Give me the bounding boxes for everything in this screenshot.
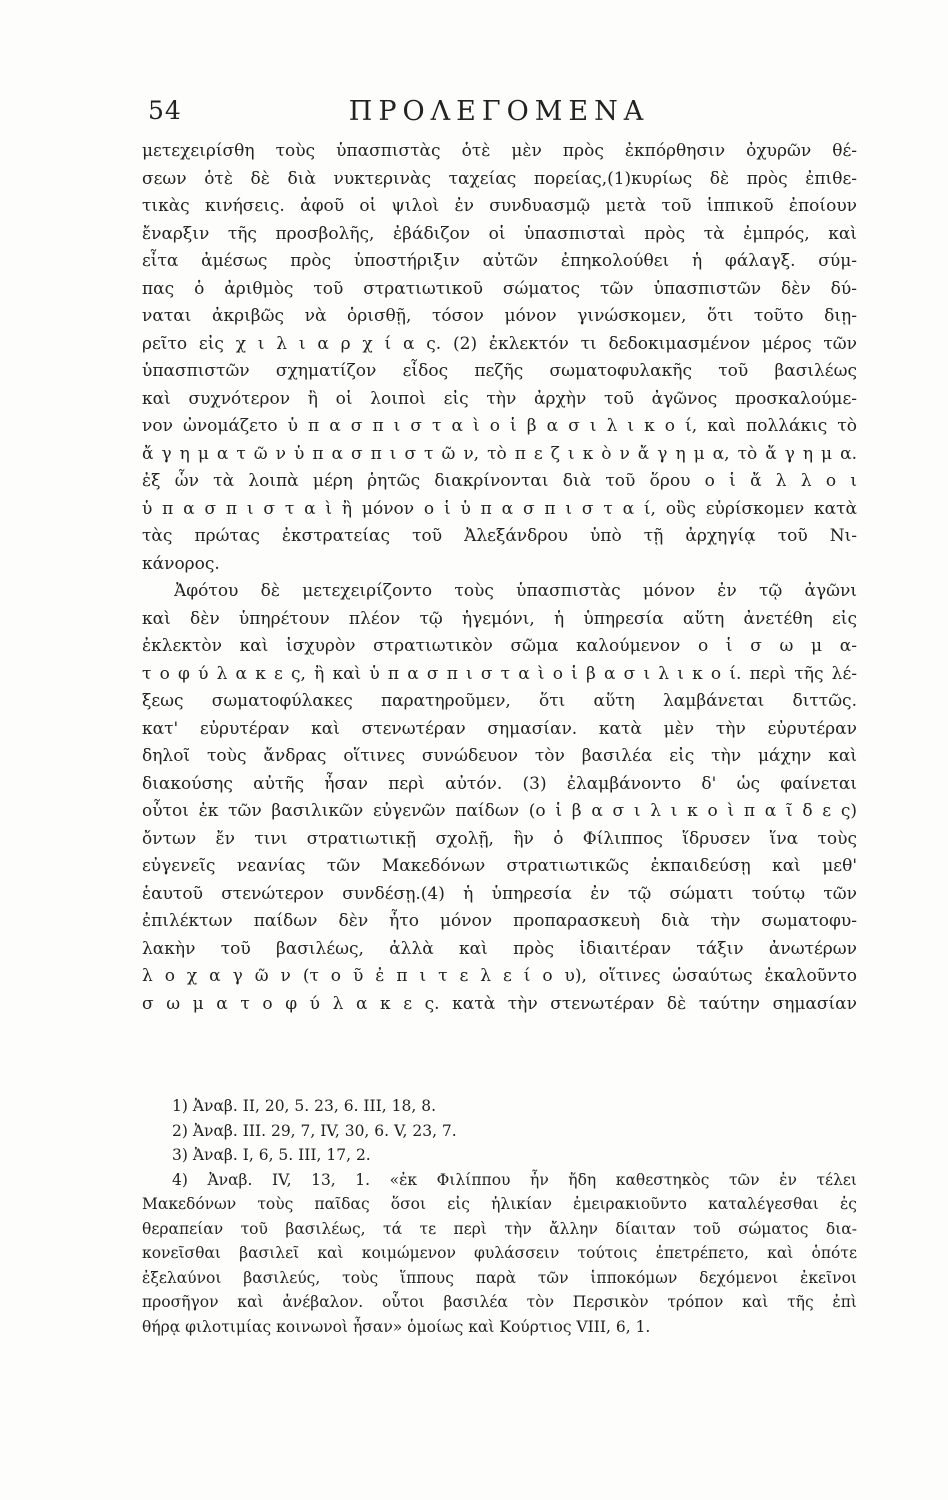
body-line: ἄ γ η μ α τ ῶ ν ὑ π α σ π ι σ τ ῶ ν, τὸ π ε ζ ι κ ὸ ν ἄ γ η μ α, τὸ ἄ γ η μ α. (142, 443, 857, 464)
body-line: κατ' εὐρυτέραν καὶ στενωτέραν σημασίαν. κατὰ μὲν τὴν εὐρυτέραν (142, 718, 857, 739)
footnote-2: 2) Ἀναβ. III. 29, 7, IV, 30, 6. V, 23, 7. (172, 1121, 457, 1140)
body-line: ξεως σωματοφύλακες παρατηροῦμεν, ὅτι αὕτη λαμβάνεται διττῶς. (142, 691, 857, 711)
footnote-4-line: Μακεδόνων τοὺς παῖδας ὅσοι εἰς ἡλικίαν ἐμειρακιοῦντο καταλέγεσθαι ἐς (142, 1195, 857, 1213)
footnotes (142, 1094, 857, 1339)
body-line: ἔναρξιν τῆς προσβολῆς, ἐβάδιζον οἱ ὑπασπισταὶ πρὸς τὰ ἐμπρός, καὶ (142, 223, 857, 244)
body-line: δηλοῖ τοὺς ἄνδρας οἵτινες συνώδευον τὸν βασιλέα εἰς τὴν μάχην καὶ (142, 746, 857, 766)
body-line: τικὰς κινήσεις. ἀφοῦ οἱ ψιλοὶ ἐν συνδυασμῷ μετὰ τοῦ ἱππικοῦ ἐποίουν (142, 196, 857, 216)
body-line: σεων ὁτὲ δὲ διὰ νυκτερινὰς ταχείας πορείας,(1)κυρίως δὲ πρὸς ἐπιθε- (142, 168, 857, 189)
body-line: σ ω μ α τ ο φ ύ λ α κ ε ς. κατὰ τὴν στενωτέραν δὲ ταύτην σημασίαν (142, 993, 857, 1014)
body-line: ὑπασπιστῶν σχηματίζον εἶδος πεζῆς σωματοφυλακῆς τοῦ βασιλέως (142, 361, 857, 381)
body-line: ναται ἀκριβῶς νὰ ὁρισθῇ, τόσον μόνον γινώσκομεν, ὅτι τοῦτο διῃ- (142, 306, 857, 326)
body-line: λ ο χ α γ ῶ ν (τ ο ῦ ἐ π ι τ ε λ ε ί ο υ), οἵτινες ὡσαύτως ἐκαλοῦντο (142, 966, 857, 986)
footnote-4-line: κονεῖσθαι βασιλεῖ καὶ κοιμώμενον φυλάσσειν τούτοις ἐπετρέπετο, καὶ ὁπότε (142, 1244, 857, 1262)
body-line: εἶτα ἀμέσως πρὸς ὑποστήριξιν αὐτῶν ἐπηκολούθει ἡ φάλαγξ. σύμ- (142, 251, 857, 271)
body-line: ἐξ ὧν τὰ λοιπὰ μέρη ῥητῶς διακρίνονται διὰ τοῦ ὅρου ο ἱ ἄ λ λ ο ι (142, 471, 857, 491)
running-title: ΠΡΟΛΕΓΟΜΕΝΑ (348, 96, 650, 127)
body-line: ἐκλεκτὸν καὶ ἰσχυρὸν στρατιωτικὸν σῶμα καλούμενον ο ἱ σ ω μ α- (142, 636, 857, 656)
body-line: ἑαυτοῦ στενώτερον συνδέσῃ.(4) ἡ ὑπηρεσία ἐν τῷ σώματι τούτῳ τῶν (142, 883, 857, 904)
body-line: ὑ π α σ π ι σ τ α ὶ ἢ μόνον ο ἱ ὑ π α σ π ι σ τ α ί, οὓς εὑρίσκομεν κατὰ (142, 498, 857, 519)
body-line: ὄντων ἔν τινι στρατιωτικῇ σχολῇ, ἣν ὁ Φίλιππος ἵδρυσεν ἵνα τοὺς (142, 828, 857, 849)
body-line: διακούσης αὐτῆς ἦσαν περὶ αὐτόν. (3) ἐλαμβάνοντο δ' ὡς φαίνεται (142, 773, 857, 794)
body-line: κάνορος. (142, 553, 220, 574)
body-line: καὶ συχνότερον ἢ οἱ λοιποὶ εἰς τὴν ἀρχὴν τοῦ ἀγῶνος προσκαλούμε- (142, 388, 857, 409)
footnote-4: 4) Ἀναβ. IV, 13, 1. «ἐκ Φιλίππου ἦν ἤδη καθεστηκὸς τῶν ἐν τέλει (172, 1170, 857, 1189)
body-line: ρεῖτο εἰς χ ι λ ι α ρ χ ί α ς. (2) ἐκλεκτόν τι δεδοκιμασμένον μέρος τῶν (142, 333, 857, 354)
footnote-1: 1) Ἀναβ. II, 20, 5. 23, 6. III, 18, 8. (172, 1097, 437, 1115)
body-line: νον ὠνομάζετο ὑ π α σ π ι σ τ α ὶ ο ἱ β α σ ι λ ι κ ο ί, καὶ πολλάκις τὸ (142, 416, 857, 436)
footnote-4-line: θήρᾳ φιλοτιμίας κοινωνοὶ ἦσαν» ὁμοίως καὶ Κούρτιος VIII, 6, 1. (142, 1317, 651, 1336)
body-line: πας ὁ ἀριθμὸς τοῦ στρατιωτικοῦ σώματος τῶν ὑπασπιστῶν δὲν δύ- (142, 278, 857, 299)
body-line: καὶ δὲν ὑπηρέτουν πλέον τῷ ἡγεμόνι, ἡ ὑπηρεσία αὕτη ἀνετέθη εἰς (142, 608, 857, 629)
footnote-4-line: θεραπείαν τοῦ βασιλέως, τά τε περὶ τὴν ἄλλην δίαιταν τοῦ σώματος δια- (142, 1219, 857, 1238)
body-text (142, 138, 857, 1018)
body-line: εὐγενεῖς νεανίας τῶν Μακεδόνων στρατιωτικῶς ἐκπαιδεύσῃ καὶ μεθ' (142, 856, 857, 876)
page-number: 54 (148, 96, 182, 125)
body-line: μετεχειρίσθη τοὺς ὑπασπιστὰς ὁτὲ μὲν πρὸς ἐκπόρθησιν ὀχυρῶν θέ- (142, 141, 857, 161)
footnote-3: 3) Ἀναβ. I, 6, 5. III, 17, 2. (172, 1146, 371, 1164)
page-header (148, 96, 850, 130)
footnote-4-line: ἐξελαύνοι βασιλεύς, τοὺς ἵππους παρὰ τῶν ἱπποκόμων δεχόμενοι ἐκεῖνοι (142, 1268, 857, 1287)
body-line: τ ο φ ύ λ α κ ε ς, ἢ καὶ ὑ π α σ π ι σ τ α ὶ ο ἱ β α σ ι λ ι κ ο ί. περὶ τῆς λέ- (142, 663, 857, 684)
body-line: ἐπιλέκτων παίδων δὲν ἦτο μόνον προπαρασκευὴ διὰ τὴν σωματοφυ- (142, 911, 857, 931)
footnote-4-line: προσῆγον καὶ ἀνέβαλον. οὗτοι βασιλέα τὸν Περσικὸν τρόπον καὶ τῆς ἐπὶ (142, 1293, 857, 1311)
body-line: λακὴν τοῦ βασιλέως, ἀλλὰ καὶ πρὸς ἰδιαιτέραν τάξιν ἀνωτέρων (142, 938, 857, 959)
body-line: τὰς πρώτας ἐκστρατείας τοῦ Ἀλεξάνδρου ὑπὸ τῇ ἀρχηγίᾳ τοῦ Νι- (142, 526, 857, 546)
body-line: Ἀφότου δὲ μετεχειρίζοντο τοὺς ὑπασπιστὰς μόνον ἐν τῷ ἀγῶνι (174, 581, 857, 601)
body-line: οὗτοι ἐκ τῶν βασιλικῶν εὐγενῶν παίδων (ο ἱ β α σ ι λ ι κ ο ὶ π α ῖ δ ε ς) (142, 801, 857, 821)
